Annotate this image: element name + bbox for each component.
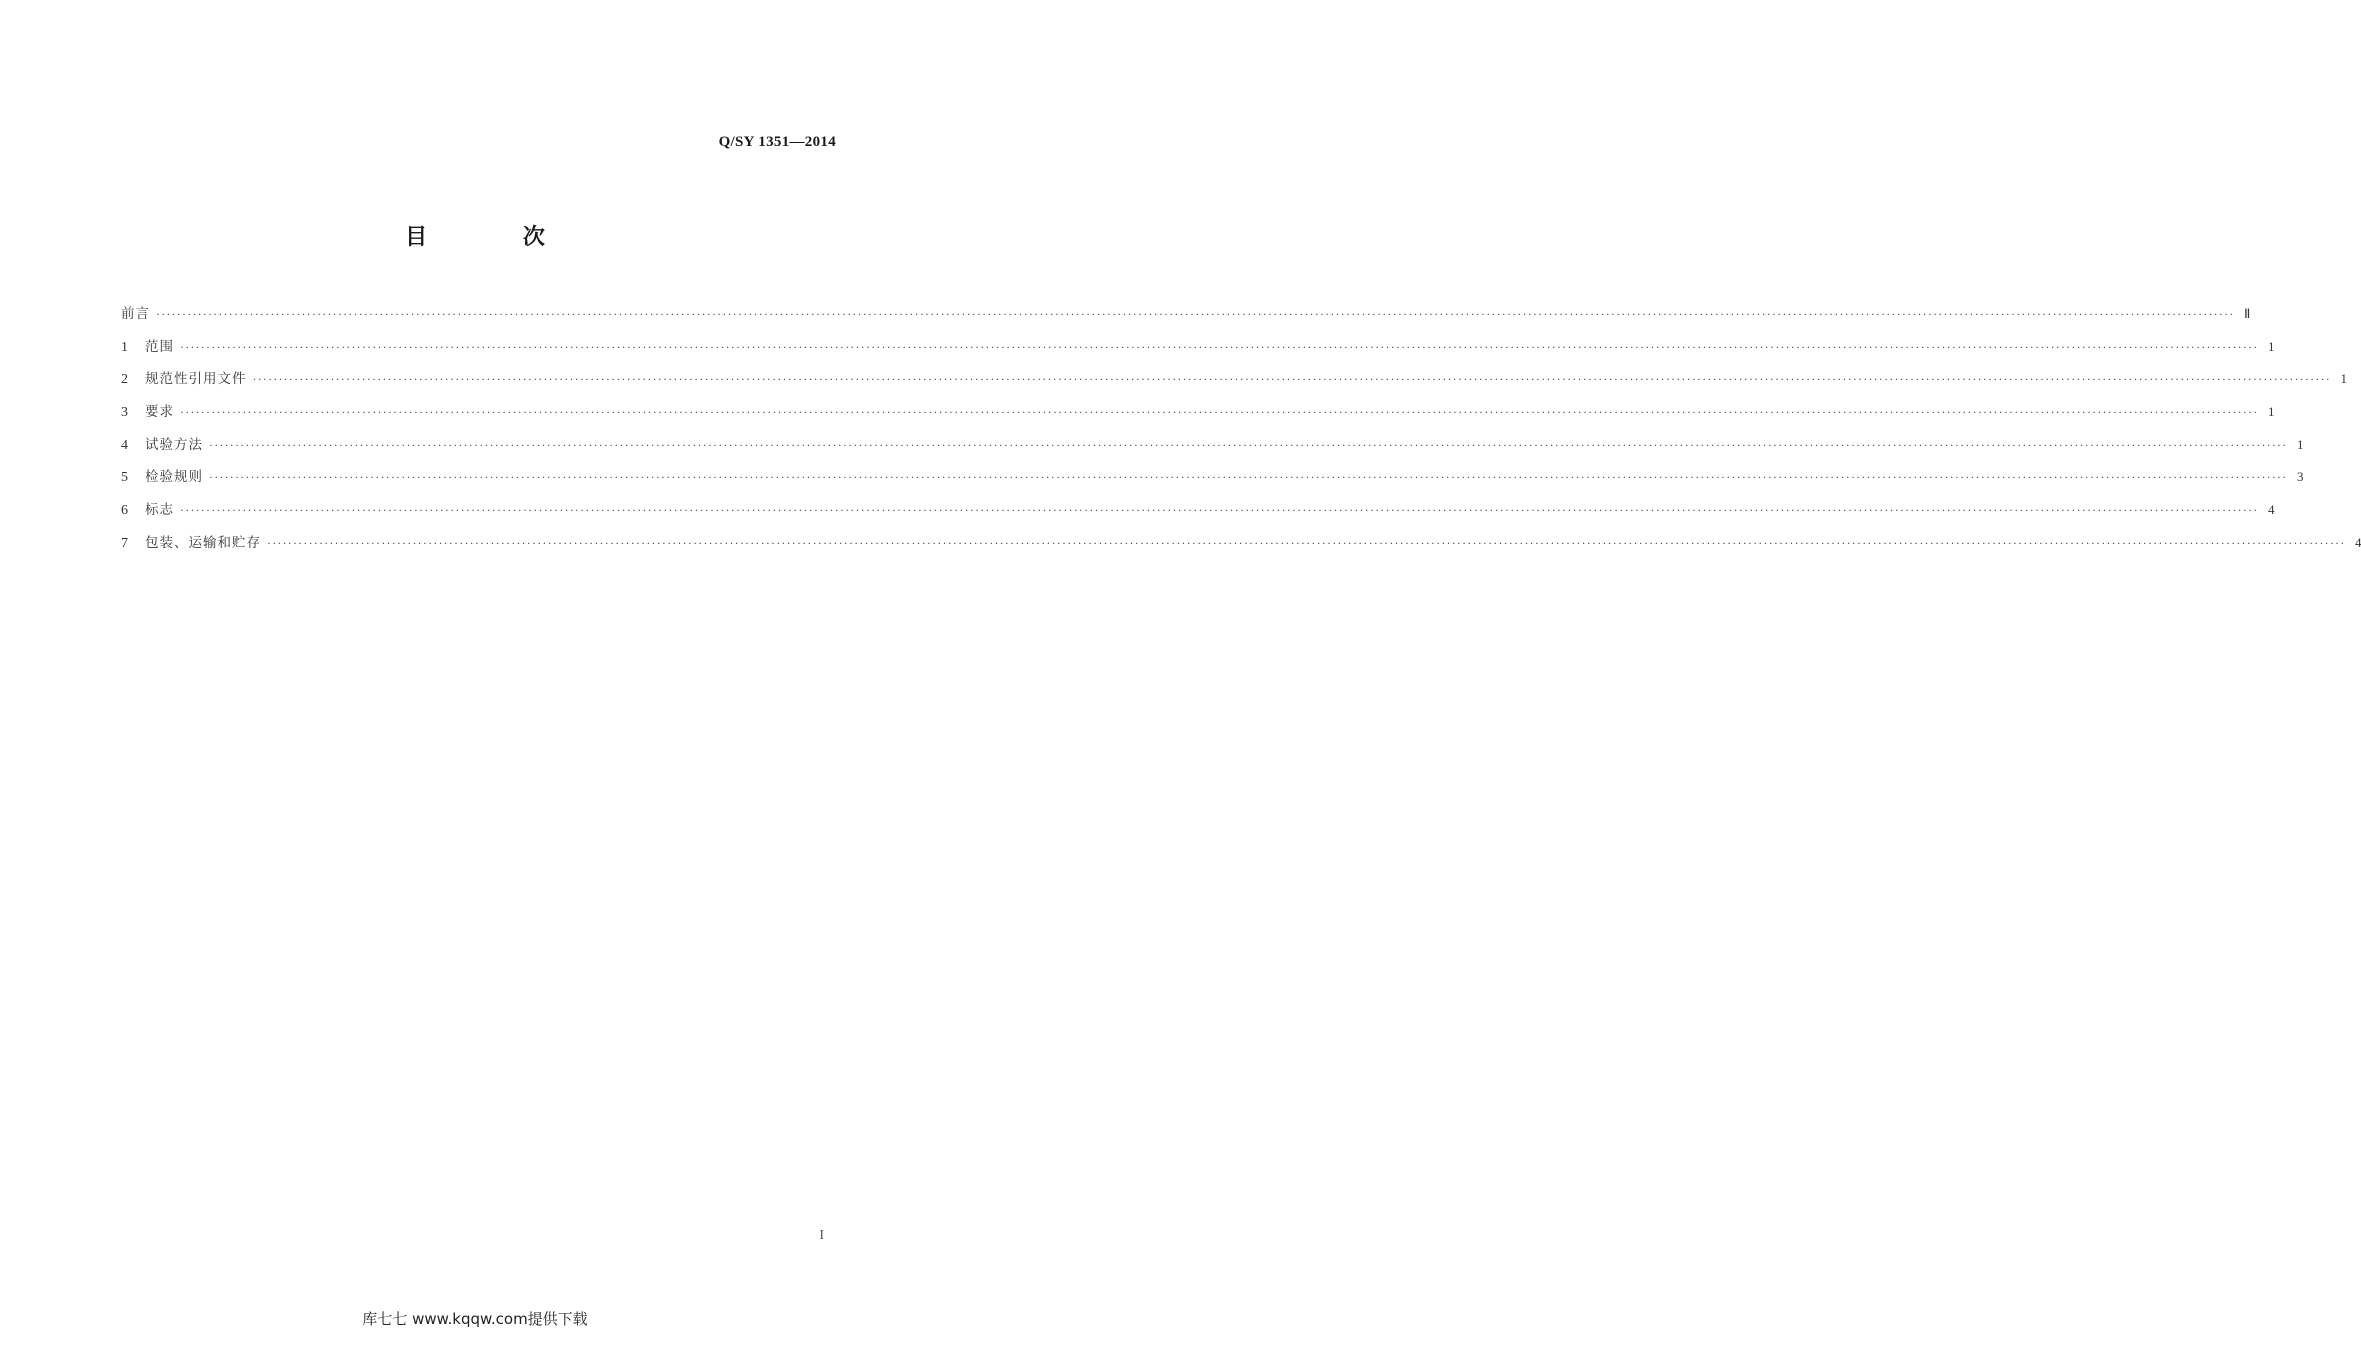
toc-entry-number: 6 [121, 503, 128, 519]
toc-entry[interactable] [121, 400, 2275, 433]
toc-entry-label: 包装、运输和贮存 [145, 534, 261, 551]
toc-entry-number: 2 [121, 372, 128, 388]
toc-entry-number: 3 [121, 405, 128, 421]
toc-leader-dots: ················································································································································································································································································································································································································ [267, 535, 2346, 550]
toc-entry-page: 1 [2296, 436, 2304, 452]
toc-entry-page: 1 [2340, 371, 2347, 387]
download-footer: 库七七 www.kqqw.com提供下载 [362, 1310, 588, 1328]
toc-entry-label: 范围 [145, 338, 174, 355]
toc-entry-number: 4 [121, 437, 128, 453]
toc-entry[interactable] [121, 335, 2275, 368]
table-of-contents [121, 302, 2361, 564]
toc-entry-label: 检验规则 [145, 469, 203, 486]
toc-entry-page: 1 [2267, 338, 2275, 354]
toc-entry-label: 试验方法 [145, 436, 203, 453]
toc-entry-number: 7 [121, 535, 128, 551]
toc-entry[interactable] [121, 367, 2347, 400]
toc-entry-label: 规范性引用文件 [145, 371, 247, 388]
toc-leader-dots: ················································································································································································································································································································································································································ [252, 372, 2331, 387]
page-number: I [819, 1228, 824, 1243]
toc-entry-number: 1 [121, 339, 128, 355]
toc-leader-dots: ················································································································································································································································································································································································································ [180, 503, 2259, 518]
toc-entry-label: 前言 [121, 306, 150, 322]
toc-leader-dots: ················································································································································································································································································································································································································ [180, 339, 2259, 354]
toc-leader-dots: ················································································································································································································································································································································································································ [209, 437, 2288, 452]
toc-leader-dots: ················································································································································································································································································································································································································ [209, 470, 2288, 485]
toc-entry[interactable] [121, 498, 2275, 531]
toc-entry[interactable] [121, 531, 2361, 564]
toc-entry-label: 要求 [145, 404, 174, 421]
toc-entry[interactable] [121, 465, 2304, 498]
toc-leader-dots: ················································································································································································································································································································································································································ [180, 405, 2259, 420]
toc-entry-page: 4 [2267, 502, 2275, 518]
toc-entry-page: 3 [2296, 469, 2304, 485]
toc-entry[interactable] [121, 302, 2251, 335]
toc-title: 目 次 [405, 225, 589, 250]
toc-entry-label: 标志 [145, 502, 174, 519]
toc-entry[interactable] [121, 433, 2304, 466]
standard-code: Q/SY 1351—2014 [718, 134, 836, 150]
toc-entry-number: 5 [121, 470, 128, 486]
toc-entry-page: 4 [2354, 534, 2361, 550]
toc-entry-page: Ⅱ [2244, 306, 2251, 321]
toc-entry-page: 1 [2267, 404, 2275, 420]
toc-leader-dots: ················································································································································································································································································································································································································ [156, 307, 2235, 321]
